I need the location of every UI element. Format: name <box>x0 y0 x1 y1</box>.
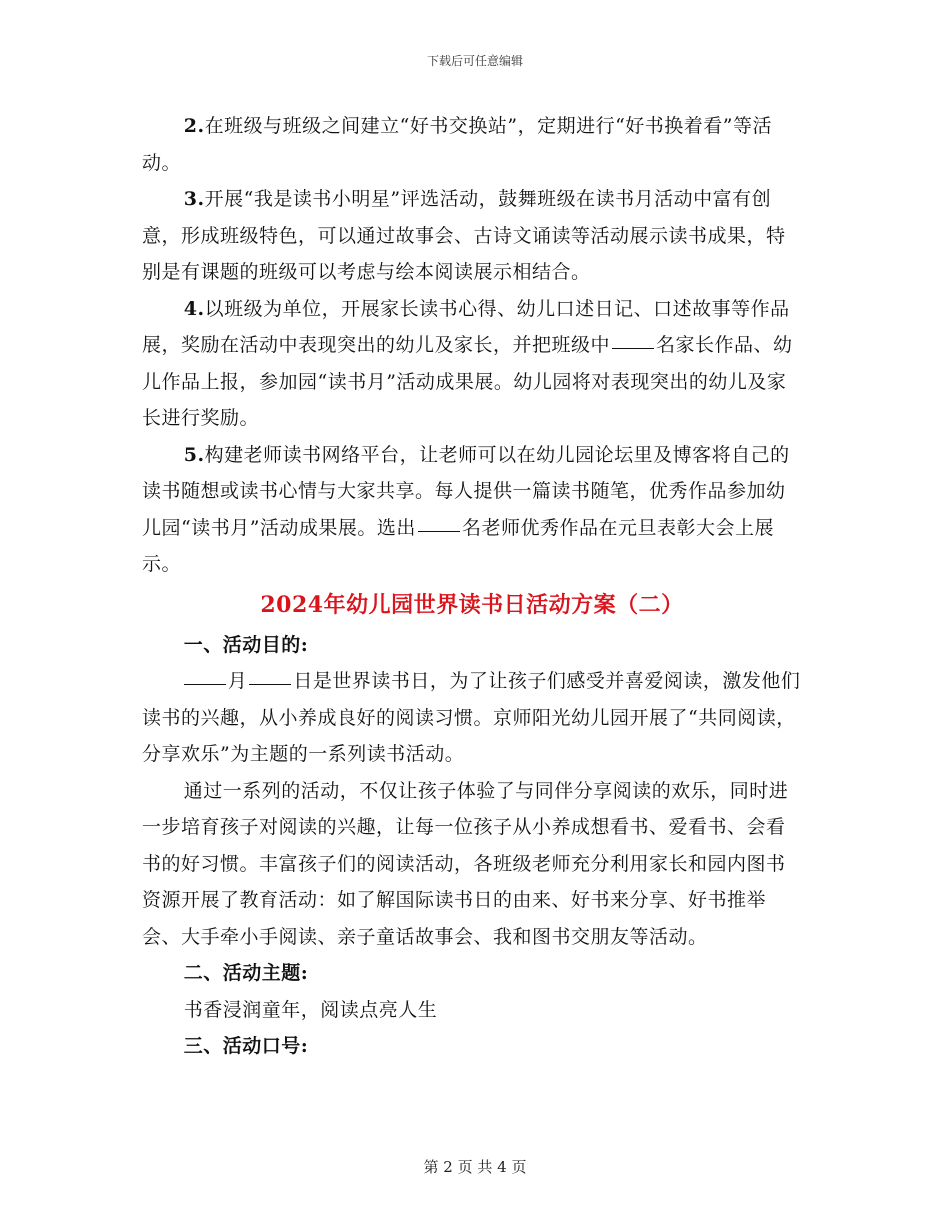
paragraph-item-2 <box>142 108 802 181</box>
fill-in-blank <box>612 347 654 349</box>
fill-in-blank <box>249 683 291 685</box>
paragraph-text: 以班级为单位，开展家长读书心得、幼儿口述日记、口述故事等作品展，奖励在活动中表现突出的幼儿及家长，并把班级中 <box>142 297 790 356</box>
paragraph-item-4 <box>142 291 802 437</box>
paragraph-text: 构建老师读书网络平台，让老师可以在幼儿园论坛里及博客将自己的读书随想或读书心情与大家共享。每人提供一篇读书随笔，优秀作品参加幼儿园“读书月”活动成果展。选出 <box>142 443 790 539</box>
paragraph-purpose-1 <box>142 663 802 773</box>
paragraph-text: 名老师优秀作品在元旦表彰大会上展示。 <box>142 516 774 575</box>
heading-activity-purpose: 一、活动目的: <box>183 633 309 656</box>
paragraph-text: 名家长作品、幼儿作品上报，参加园“读书月”活动成果展。幼儿园将对表现突出的幼儿及家长进行奖励。 <box>142 334 793 429</box>
item-number: 5. <box>183 443 205 466</box>
fill-in-blank <box>184 683 226 685</box>
paragraph-theme: 书香浸润童年，阅读点亮人生 <box>183 998 438 1021</box>
paragraph-item-3 <box>142 181 802 291</box>
paragraph-text: 开展“我是读书小明星”评选活动，鼓舞班级在读书月活动中富有创意，形成班级特色，可以通过故事会、古诗文诵读等活动展示读书成果，特别是有课题的班级可以考虑与绘本阅读展示相结合。 <box>142 188 786 283</box>
paragraph-text: 月 <box>227 670 248 692</box>
fill-in-blank <box>418 530 460 532</box>
section-title: 2024年幼儿园世界读书日活动方案（二） <box>260 591 684 618</box>
document-body <box>142 108 802 1065</box>
paragraph-purpose-2: 通过一系列的活动，不仅让孩子体验了与同伴分享阅读的欢乐，同时进一步培育孩子对阅读的兴趣，让每一位孩子从小养成想看书、爱看书、会看书的好习惯。丰富孩子们的阅读活动，各班级老师充分利用家长和园内图书资源开展了教育活动：如了解国际读书日的由来、好书来分享、好书推举会、大手牵小手阅读、亲子童话故事会、我和图书交朋友等活动。 <box>142 779 789 948</box>
heading-activity-theme: 二、活动主题: <box>183 962 309 984</box>
page-header: 下载后可任意编辑 <box>426 54 523 68</box>
paragraph-item-5 <box>142 437 802 583</box>
paragraph-text: 日是世界读书日，为了让孩子们感受并喜爱阅读，激发他们读书的兴趣，从小养成良好的阅读习惯。京师阳光幼儿园开展了“共同阅读，分享欢乐”为主题的一系列读书活动。 <box>142 670 801 765</box>
heading-activity-slogan: 三、活动口号: <box>183 1035 309 1057</box>
paragraph-text: 在班级与班级之间建立“好书交换站”，定期进行“好书换着看”等活动。 <box>142 115 772 174</box>
item-number: 3. <box>183 188 205 210</box>
item-number: 4. <box>183 297 205 320</box>
page-footer: 第 2 页 共 4 页 <box>423 1158 527 1176</box>
item-number: 2. <box>183 115 205 137</box>
